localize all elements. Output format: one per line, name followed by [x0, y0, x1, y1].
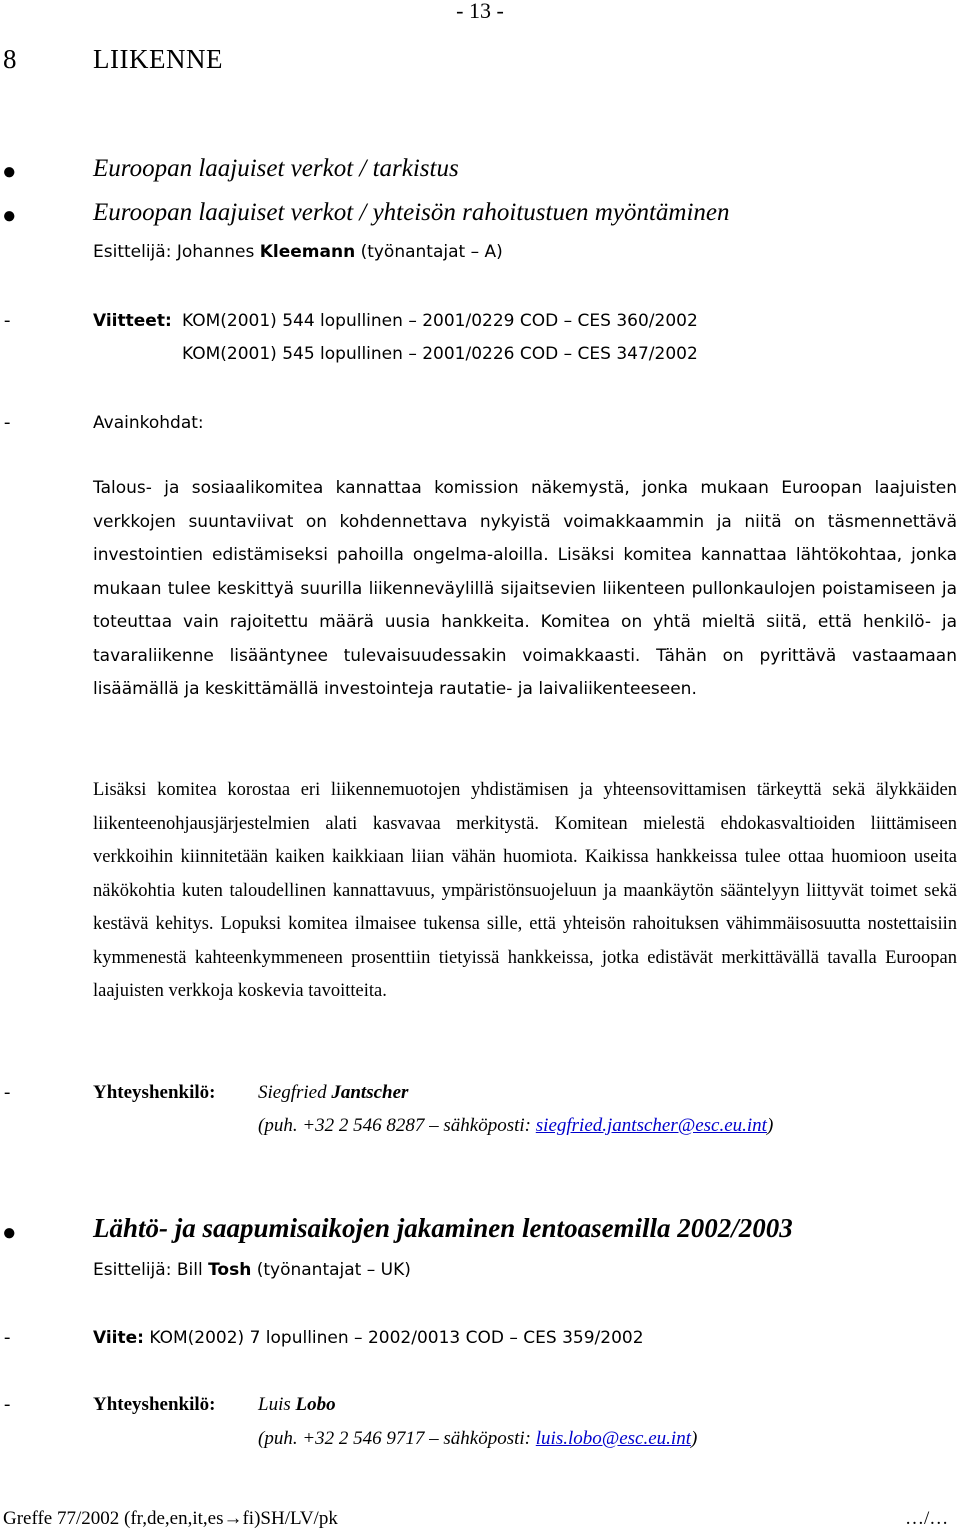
dash-marker: - — [4, 310, 11, 331]
dash-marker: - — [4, 1327, 11, 1348]
rapporteur-name: Kleemann — [259, 242, 356, 262]
rapporteur-prefix: Esittelijä: Bill — [93, 1260, 209, 1280]
contact-details — [258, 1428, 697, 1450]
dash-marker: - — [4, 1082, 11, 1103]
contact-details — [258, 1115, 773, 1137]
contact-close: ) — [766, 1115, 774, 1136]
reference-label: Viite: — [93, 1328, 144, 1348]
section-title: Lähtö- ja saapumisaikojen jakaminen lentoasemilla 2002/2003 — [93, 1213, 793, 1243]
contact-last-name: Lobo — [295, 1394, 336, 1415]
rapporteur-name: Tosh — [208, 1260, 252, 1280]
contact-first-name: Siegfried — [258, 1082, 332, 1103]
contact-label: Yhteyshenkilö: — [93, 1394, 216, 1415]
contact-close: ) — [690, 1428, 698, 1449]
contact-phone: (puh. +32 2 546 9717 – sähköposti: — [258, 1428, 536, 1449]
reference-value: KOM(2002) 7 lopullinen – 2002/0013 COD – CES 359/2002 — [143, 1328, 644, 1348]
contact-name — [258, 1082, 408, 1104]
contact-last-name: Jantscher — [331, 1082, 409, 1103]
contact-phone: (puh. +32 2 546 8287 – sähköposti: — [258, 1115, 536, 1136]
reference-1: KOM(2001) 544 lopullinen – 2001/0229 COD – CES 360/2002 — [182, 311, 698, 331]
key-points-paragraph: Talous- ja sosiaalikomitea kannattaa komission näkemystä, jonka mukaan Euroopan laajuisten verkkojen suuntaviivat on kohdennettava nykyistä voimakkaammin ja niitä on täsmennettävä investointien edistämiseksi pahoilla ongelma-aloilla. Lisäksi komitea kannattaa lähtökohtaa, jonka mukaan tulee keskittyä suurilla liikenneväylillä sijaitsevien liikenteen pullonkaulojen poistamiseen ja toteuttaa vain rajoitettu määrä uusia hankkeita. Komitea on yhtä mieltä siitä, että henkilö- ja tavaraliikenne lisääntynee tulevaisuudessakin voimakkaasti. Tähän on pyrittävä vastaamaan lisäämällä ja keskittämällä investointeja rautatie- ja laivaliikenteeseen. — [93, 478, 957, 699]
bullet-icon: ● — [2, 203, 17, 229]
rapporteur-line — [93, 1260, 411, 1280]
dash-marker: - — [4, 412, 11, 433]
rapporteur-line — [93, 242, 503, 262]
chapter-title: LIIKENNE — [93, 44, 223, 74]
rapporteur-suffix: (työnantajat – A) — [355, 242, 503, 262]
bullet-icon: ● — [2, 1220, 17, 1246]
page-number: - 13 - — [456, 0, 504, 23]
rapporteur-suffix: (työnantajat – UK) — [251, 1260, 411, 1280]
reference-2: KOM(2001) 545 lopullinen – 2001/0226 COD – CES 347/2002 — [182, 344, 698, 364]
rapporteur-prefix: Esittelijä: Johannes — [93, 242, 260, 262]
dash-marker: - — [4, 1394, 11, 1415]
footer-continuation: …/… — [905, 1508, 949, 1529]
bullet-icon: ● — [2, 159, 17, 185]
references-label: Viitteet: — [93, 311, 172, 331]
reference-line — [93, 1328, 644, 1348]
section-title: Euroopan laajuiset verkot / tarkistus — [93, 155, 459, 182]
contact-label: Yhteyshenkilö: — [93, 1082, 216, 1103]
section-title: Euroopan laajuiset verkot / yhteisön rahoitustuen myöntäminen — [93, 199, 730, 226]
contact-first-name: Luis — [258, 1394, 296, 1415]
contact-name — [258, 1394, 336, 1416]
footer-reference: Greffe 77/2002 (fr,de,en,it,es→fi)SH/LV/pk — [3, 1508, 338, 1529]
contact-email-link[interactable]: luis.lobo@esc.eu.int — [535, 1428, 691, 1449]
chapter-number: 8 — [3, 44, 17, 74]
key-points-label: Avainkohdat: — [93, 413, 204, 433]
contact-email-link[interactable]: siegfried.jantscher@esc.eu.int — [535, 1115, 767, 1136]
body-paragraph: Lisäksi komitea korostaa eri liikennemuotojen yhdistämisen ja yhteensovittamisen tärkeyttä sekä älykkäiden liikenteenohjausjärjestelmien alati kasvavaa merkitystä. Komitean mielestä ehdokasvaltioiden liittämiseen verkkoihin kiinnitetään kaiken kaikkiaan liian vähän huomiota. Kaikissa hankkeissa tulee ottaa huomioon useita näkökohtia kuten taloudellinen kannattavuus, ympäristönsuojeluun ja maankäytön sääntelyyn liittyvät toimet sekä kestävä kehitys. Lopuksi komitea ilmaisee tukensa sille, että yhteisön rahoituksen vähimmäisosuutta nostettaisiin kymmenestä kahteenkymmeneen prosenttiin tietyissä hankkeissa, jotka edistävät merkittävällä tavalla Euroopan laajuisten verkkoja koskevia tavoitteita. — [93, 780, 957, 1001]
